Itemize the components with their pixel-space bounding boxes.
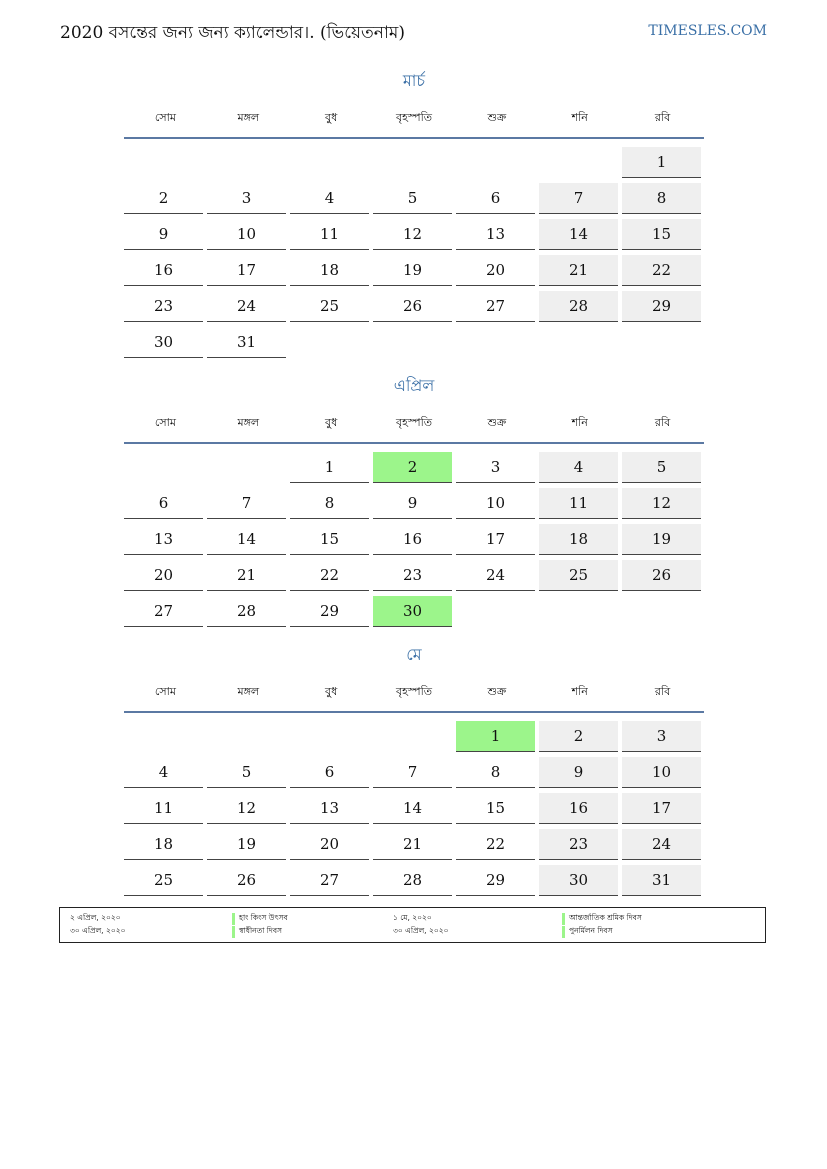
weekday-label: বুধ [325,685,338,698]
legend-date: ১ মে, ২০২০ [393,913,432,922]
legend-holiday-name: হাং কিংস উৎসব [232,913,288,925]
day-cell: 24 [207,291,286,322]
day-cell: 24 [622,829,701,860]
day-cell: 9 [124,219,203,250]
weekday-label: শুক্র [487,416,507,429]
empty-day-cell [539,147,618,178]
day-cell: 31 [622,865,701,896]
day-cell: 28 [539,291,618,322]
day-cell: 5 [373,183,452,214]
day-cell: 29 [622,291,701,322]
month-calendar [124,642,704,901]
month-name: মে [406,645,422,664]
day-cell: 14 [207,524,286,555]
empty-day-cell [124,721,203,752]
weekday-header [124,674,704,713]
weekday-label: রবি [654,685,671,698]
month-calendar [124,68,704,363]
day-cell: 3 [456,452,535,483]
day-cell: 19 [207,829,286,860]
day-cell: 6 [290,757,369,788]
day-cell: 18 [539,524,618,555]
weekday-label: সোম [154,416,176,429]
day-cell: 6 [124,488,203,519]
empty-day-cell [456,147,535,178]
day-cell: 23 [539,829,618,860]
empty-day-cell [290,721,369,752]
day-cell: 23 [373,560,452,591]
day-cell: 17 [622,793,701,824]
day-cell: 15 [456,793,535,824]
day-cell: 4 [124,757,203,788]
day-cell: 28 [373,865,452,896]
day-cell: 24 [456,560,535,591]
empty-day-cell [539,327,618,358]
week-row [124,255,704,291]
weekday-label: বৃহস্পতি [396,416,432,429]
day-cell: 11 [124,793,203,824]
day-cell: 27 [124,596,203,627]
day-cell: 12 [207,793,286,824]
empty-day-cell [207,721,286,752]
week-row [124,793,704,829]
day-cell: 25 [290,291,369,322]
week-row [124,757,704,793]
week-row [124,291,704,327]
day-cell: 7 [373,757,452,788]
empty-day-cell [124,452,203,483]
day-cell: 13 [456,219,535,250]
day-cell: 7 [207,488,286,519]
day-cell: 5 [622,452,701,483]
day-cell: 21 [539,255,618,286]
day-cell: 10 [207,219,286,250]
day-cell: 22 [456,829,535,860]
day-cell: 14 [539,219,618,250]
weekday-label: সোম [154,111,176,124]
day-cell: 29 [290,596,369,627]
weekday-label: শুক্র [487,685,507,698]
legend-date: ৩০ এপ্রিল, ২০২০ [393,926,449,935]
day-cell: 1 [290,452,369,483]
month-name: মার্চ [402,71,426,90]
empty-day-cell [456,327,535,358]
day-cell: 21 [207,560,286,591]
day-cell: 30 [373,596,452,627]
day-cell: 16 [124,255,203,286]
month-calendar [124,373,704,632]
day-cell: 1 [456,721,535,752]
day-cell: 19 [373,255,452,286]
day-cell: 20 [456,255,535,286]
empty-day-cell [373,327,452,358]
legend-holiday-name: স্বাধীনতা দিবস [232,926,282,938]
day-cell: 16 [373,524,452,555]
page-title: 2020 বসন্তের জন্য জন্য ক্যালেন্ডার।. (ভিয়েতনাম) [60,23,405,43]
day-cell: 25 [539,560,618,591]
weekday-label: রবি [654,111,671,124]
empty-day-cell [622,327,701,358]
empty-day-cell [373,721,452,752]
day-cell: 8 [622,183,701,214]
day-cell: 16 [539,793,618,824]
empty-day-cell [207,147,286,178]
weekday-label: বৃহস্পতি [396,685,432,698]
day-cell: 9 [373,488,452,519]
weekday-label: বৃহস্পতি [396,111,432,124]
day-cell: 1 [622,147,701,178]
empty-day-cell [456,596,535,627]
week-row [124,721,704,757]
day-cell: 9 [539,757,618,788]
day-cell: 20 [290,829,369,860]
day-cell: 15 [290,524,369,555]
weekday-label: মঙ্গল [237,685,260,698]
day-cell: 2 [539,721,618,752]
day-cell: 15 [622,219,701,250]
empty-day-cell [622,596,701,627]
weekday-label: মঙ্গল [237,111,260,124]
week-row [124,596,704,632]
day-cell: 12 [373,219,452,250]
day-cell: 4 [539,452,618,483]
week-row [124,524,704,560]
legend-holiday-name: আন্তর্জাতিক শ্রমিক দিবস [562,913,642,925]
day-cell: 17 [456,524,535,555]
weekday-label: বুধ [325,111,338,124]
day-cell: 22 [622,255,701,286]
legend-date: ৩০ এপ্রিল, ২০২০ [70,926,126,935]
empty-day-cell [207,452,286,483]
week-row [124,327,704,363]
day-cell: 7 [539,183,618,214]
empty-day-cell [290,327,369,358]
weekday-label: শনি [571,416,588,429]
weekday-header [124,405,704,444]
empty-day-cell [290,147,369,178]
empty-day-cell [124,147,203,178]
day-cell: 5 [207,757,286,788]
weekday-label: বুধ [325,416,338,429]
site-link[interactable]: TIMESLES.COM [648,23,767,39]
day-cell: 28 [207,596,286,627]
day-cell: 29 [456,865,535,896]
holiday-legend [59,907,766,943]
day-cell: 20 [124,560,203,591]
weekday-label: শুক্র [487,111,507,124]
day-cell: 23 [124,291,203,322]
week-row [124,829,704,865]
weekday-header [124,100,704,139]
day-cell: 21 [373,829,452,860]
week-row [124,452,704,488]
weekday-label: শনি [571,111,588,124]
day-cell: 25 [124,865,203,896]
day-cell: 26 [373,291,452,322]
day-cell: 3 [622,721,701,752]
week-row [124,865,704,901]
day-cell: 11 [539,488,618,519]
day-cell: 30 [124,327,203,358]
day-cell: 2 [124,183,203,214]
week-row [124,560,704,596]
day-cell: 17 [207,255,286,286]
day-cell: 27 [456,291,535,322]
weekday-label: শনি [571,685,588,698]
week-row [124,183,704,219]
day-cell: 8 [290,488,369,519]
day-cell: 19 [622,524,701,555]
day-cell: 18 [290,255,369,286]
legend-holiday-name: পুনর্মিলন দিবস [562,926,613,938]
day-cell: 3 [207,183,286,214]
day-cell: 2 [373,452,452,483]
weekday-label: রবি [654,416,671,429]
day-cell: 31 [207,327,286,358]
empty-day-cell [373,147,452,178]
day-cell: 26 [622,560,701,591]
week-row [124,488,704,524]
day-cell: 30 [539,865,618,896]
day-cell: 8 [456,757,535,788]
weekday-label: মঙ্গল [237,416,260,429]
day-cell: 10 [456,488,535,519]
legend-date: ২ এপ্রিল, ২০২০ [70,913,121,922]
month-name: এপ্রিল [393,376,435,395]
day-cell: 10 [622,757,701,788]
day-cell: 26 [207,865,286,896]
day-cell: 18 [124,829,203,860]
day-cell: 13 [290,793,369,824]
day-cell: 13 [124,524,203,555]
week-row [124,147,704,183]
day-cell: 14 [373,793,452,824]
day-cell: 4 [290,183,369,214]
day-cell: 11 [290,219,369,250]
day-cell: 6 [456,183,535,214]
weekday-label: সোম [154,685,176,698]
empty-day-cell [539,596,618,627]
day-cell: 27 [290,865,369,896]
day-cell: 12 [622,488,701,519]
week-row [124,219,704,255]
day-cell: 22 [290,560,369,591]
